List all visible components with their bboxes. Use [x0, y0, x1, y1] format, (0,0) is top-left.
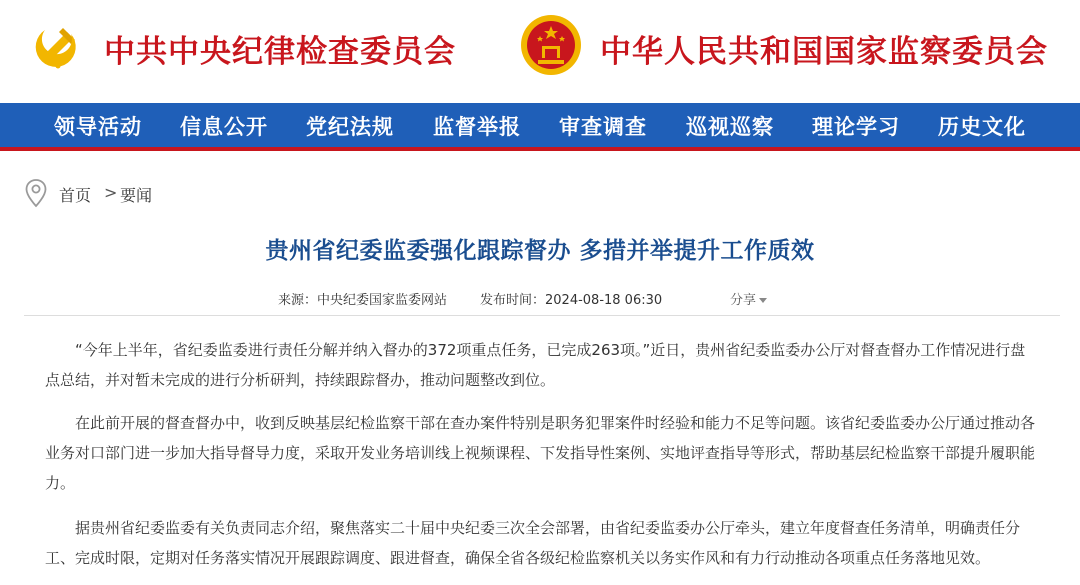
- nav-item-theory[interactable]: 理论学习: [812, 114, 900, 139]
- breadcrumb-home-link[interactable]: 首页: [59, 186, 92, 205]
- nav-item-inspection[interactable]: 巡视巡察: [686, 114, 774, 139]
- share-label: 分享: [730, 293, 757, 308]
- divider: [24, 315, 1060, 316]
- site-header: [0, 0, 1080, 103]
- article-title: 贵州省纪委监委强化跟踪督办 多措并举提升工作质效: [265, 238, 815, 264]
- article-paragraph: “今年上半年，省纪委监委进行责任分解并纳入督办的372项重点任务，已完成263项。”近日，贵州省纪委监委办公厅对督查督办工作情况进行盘点总结，并对暂未完成的进行分析研判，持续跟踪督办，推动问题整改到位。: [45, 341, 1026, 389]
- nav-item-leadership[interactable]: 领导活动: [54, 114, 142, 139]
- article-paragraph: 在此前开展的督查督办中，收到反映基层纪检监察干部在查办案件特别是职务犯罪案件时经验和能力不足等问题。该省纪委监委办公厅通过推动各业务对口部门进一步加大指导督导力度，采取开发业务培训线上视频课程、下发指导性案例、实地评查指导等形式，帮助基层纪检监察干部提升履职能力。: [45, 414, 1036, 492]
- org-name-right: 中华人民共和国国家监察委员会: [600, 34, 1048, 70]
- article-paragraph: 据贵州省纪委监委有关负责同志介绍，聚焦落实二十届中央纪委三次全会部署，由省纪委监委办公厅牵头，建立年度督查任务清单，明确责任分工、完成时限，定期对任务落实情况开展跟踪调度、跟进督查，确保全省各级纪检监察机关以务实作风和有力行动推动各项重点任务落地见效。: [45, 519, 1021, 567]
- article-publish-time: 发布时间：2024-08-18 06:30: [480, 293, 663, 308]
- national-emblem-icon[interactable]: [520, 14, 582, 76]
- nav-item-info[interactable]: 信息公开: [180, 114, 268, 139]
- nav-item-report[interactable]: 监督举报: [433, 114, 521, 139]
- chevron-down-icon: [759, 298, 767, 303]
- org-name-left: 中共中央纪律检查委员会: [104, 34, 456, 70]
- location-pin-icon: [24, 178, 48, 208]
- party-emblem-icon[interactable]: [27, 14, 89, 76]
- breadcrumb-separator: >: [104, 183, 118, 202]
- article-source: 来源：中央纪委国家监委网站: [278, 293, 448, 308]
- breadcrumb-current-link[interactable]: 要闻: [120, 186, 153, 205]
- nav-item-history[interactable]: 历史文化: [938, 114, 1026, 139]
- nav-item-investigation[interactable]: 审查调查: [559, 114, 647, 139]
- main-nav: [0, 103, 1080, 151]
- nav-item-regulations[interactable]: 党纪法规: [306, 114, 394, 139]
- share-button[interactable]: [730, 289, 767, 308]
